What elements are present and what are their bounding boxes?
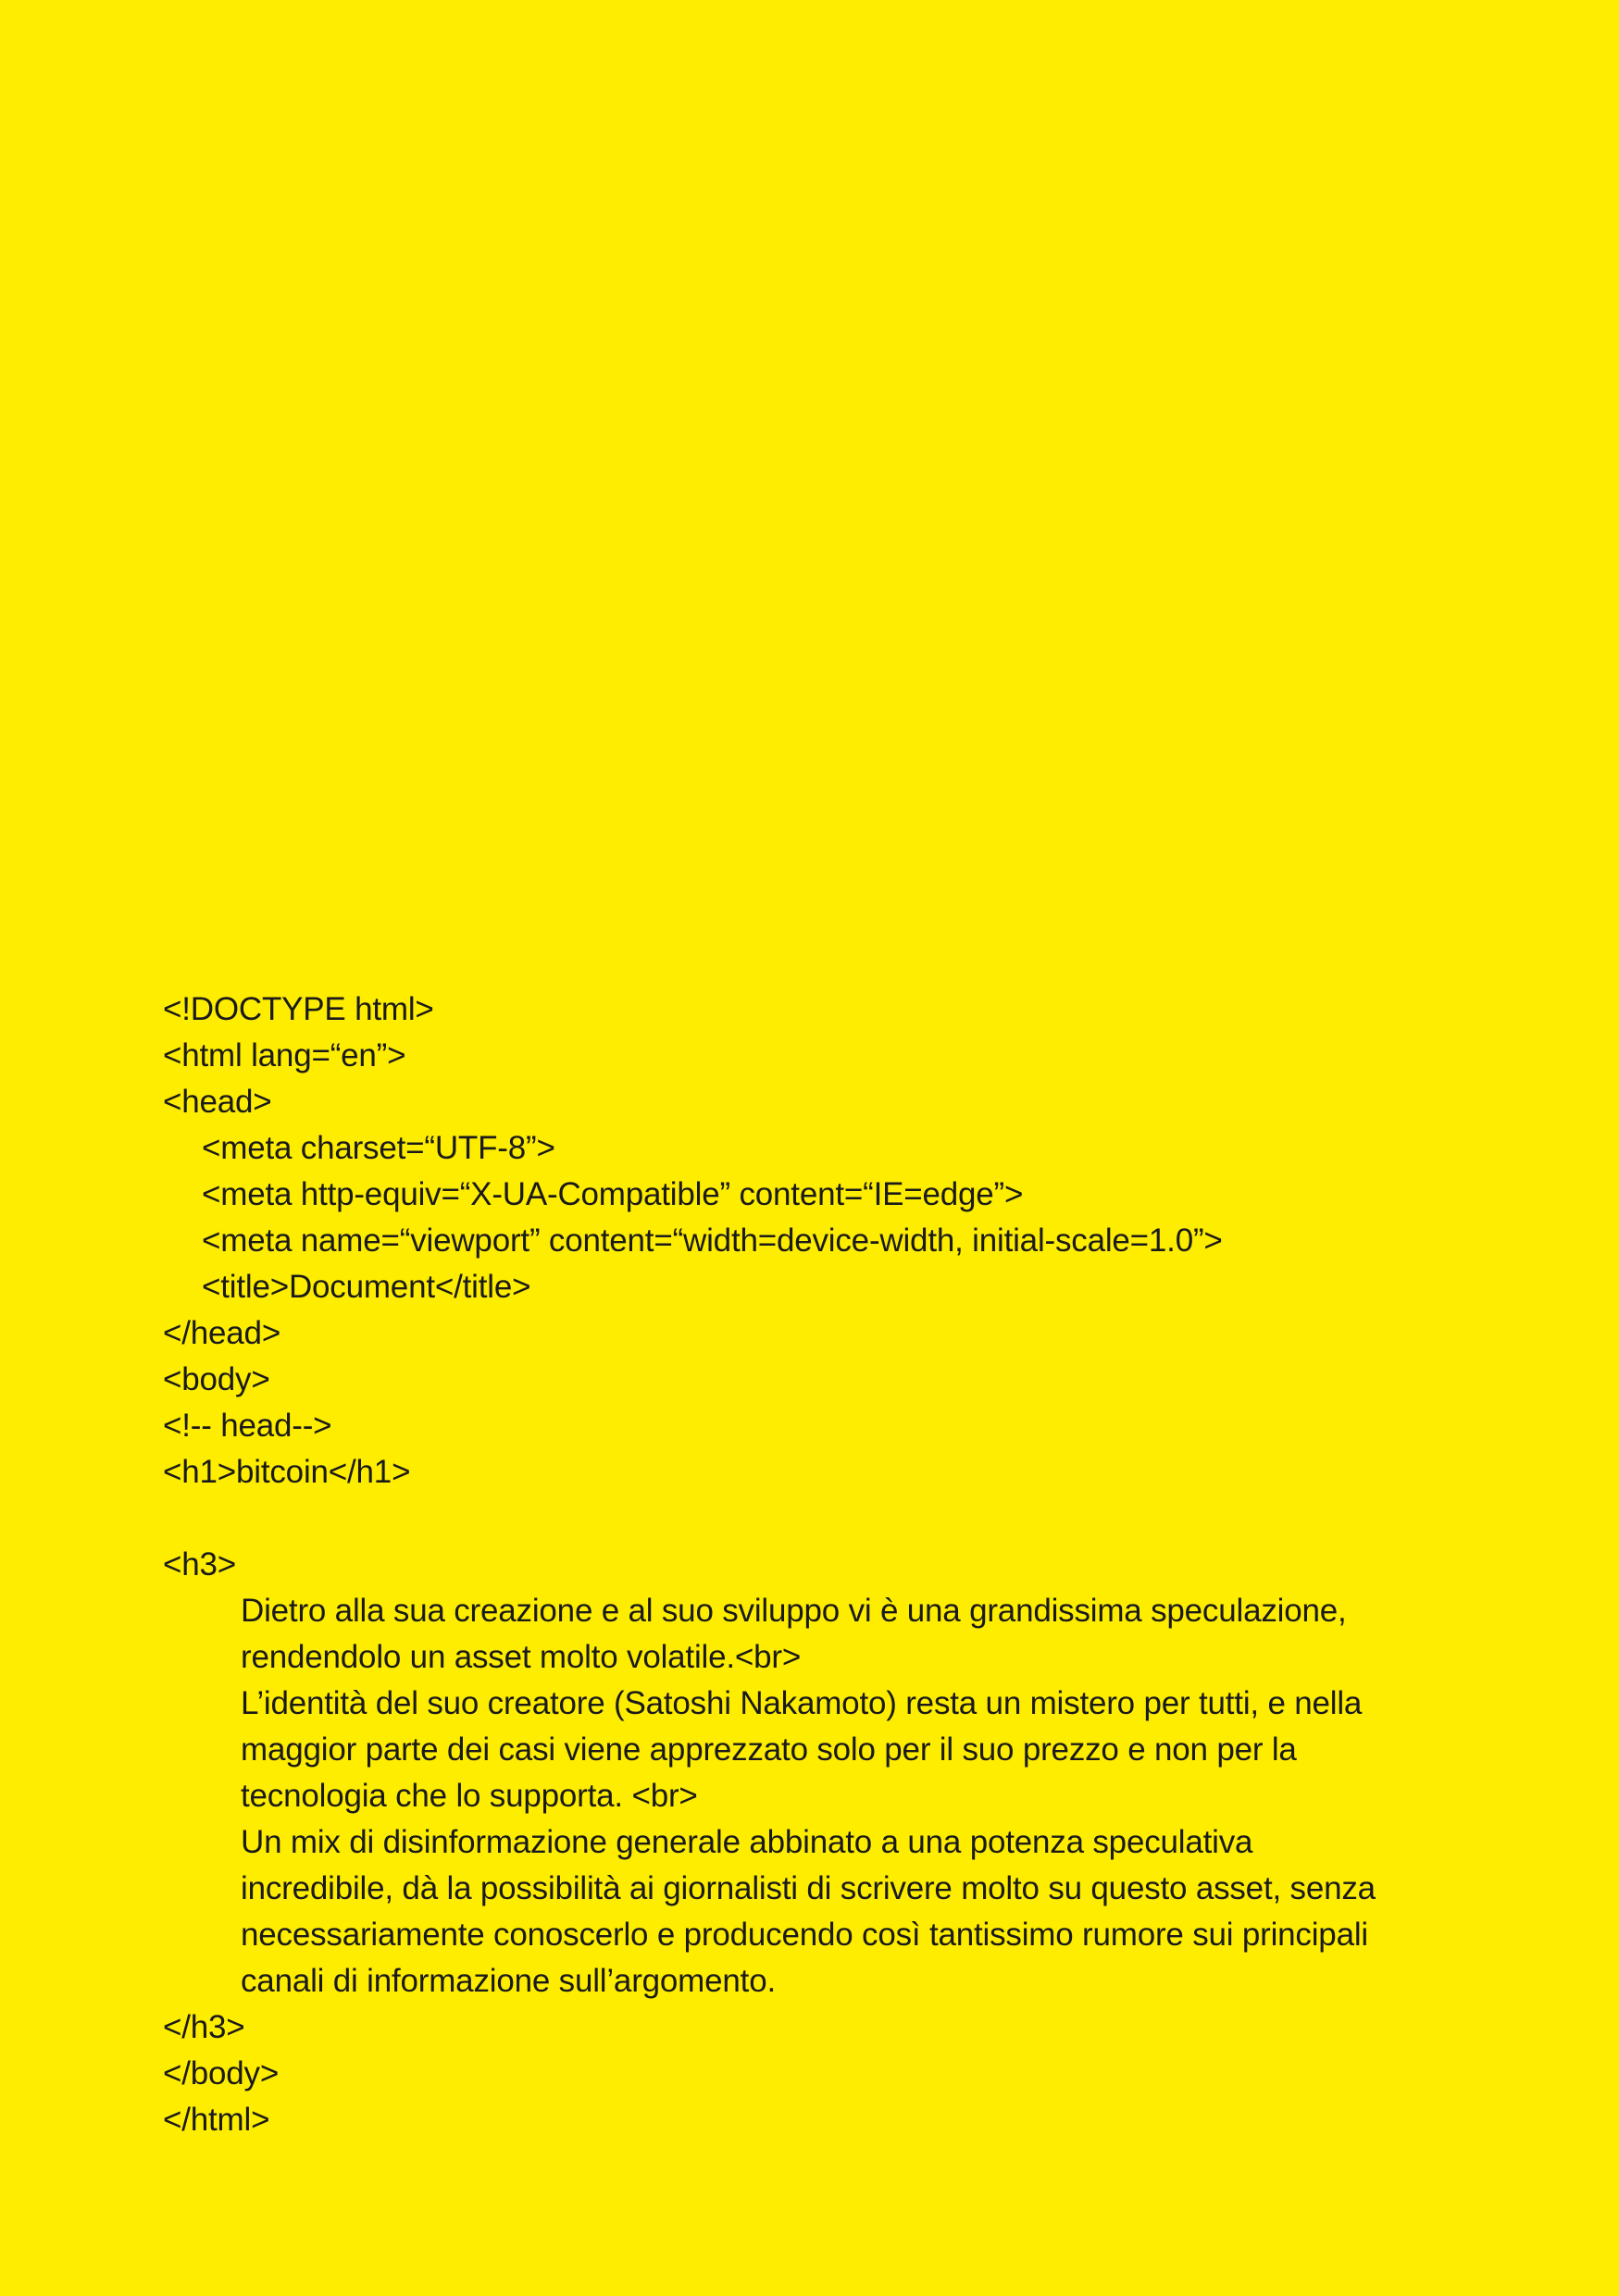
code-line-paragraph-5: tecnologia che lo supporta. <br> [241, 1778, 698, 1814]
code-line-body-close: </body> [163, 2055, 280, 2091]
code-line-h3-open: <h3> [163, 1546, 237, 1582]
code-line-doctype: <!DOCTYPE html> [163, 991, 434, 1027]
code-line-body-open: <body> [163, 1361, 270, 1397]
code-line-head-close: </head> [163, 1315, 281, 1351]
code-line-paragraph-3: L’identità del suo creatore (Satoshi Nakamoto) resta un mistero per tutti, e nella [241, 1685, 1363, 1721]
code-line-paragraph-9: canali di informazione sull’argomento. [241, 1963, 776, 1999]
code-line-paragraph-1: Dietro alla sua creazione e al suo sviluppo vi è una grandissima speculazione, [241, 1593, 1347, 1629]
code-line-paragraph-2: rendendolo un asset molto volatile.<br> [241, 1639, 802, 1675]
code-line-meta-http-equiv: <meta http-equiv=“X-UA-Compatible” content=“IE=edge”> [202, 1176, 1024, 1212]
code-line-paragraph-4: maggior parte dei casi viene apprezzato solo per il suo prezzo e non per la [241, 1731, 1297, 1768]
code-line-comment: <!-- head--> [163, 1408, 332, 1444]
code-line-paragraph-8: necessariamente conoscerlo e producendo così tantissimo rumore sui principali [241, 1917, 1368, 1953]
code-line-html-open: <html lang=“en”> [163, 1037, 406, 1074]
code-line-html-close: </html> [163, 2102, 270, 2138]
code-line-meta-viewport: <meta name=“viewport” content=“width=device-width, initial-scale=1.0”> [202, 1222, 1223, 1259]
code-line-paragraph-7: incredibile, dà la possibilità ai giornalisti di scrivere molto su questo asset, senza [241, 1870, 1376, 1906]
code-line-head-open: <head> [163, 1084, 272, 1120]
code-line-meta-charset: <meta charset=“UTF-8”> [202, 1130, 555, 1166]
code-line-paragraph-6: Un mix di disinformazione generale abbinato a una potenza speculativa [241, 1824, 1253, 1860]
code-listing [163, 987, 1551, 2143]
code-line-blank [163, 1496, 1551, 1542]
code-line-title: <title>Document</title> [202, 1269, 531, 1305]
code-line-h1: <h1>bitcoin</h1> [163, 1454, 411, 1490]
code-line-h3-close: </h3> [163, 2009, 245, 2045]
